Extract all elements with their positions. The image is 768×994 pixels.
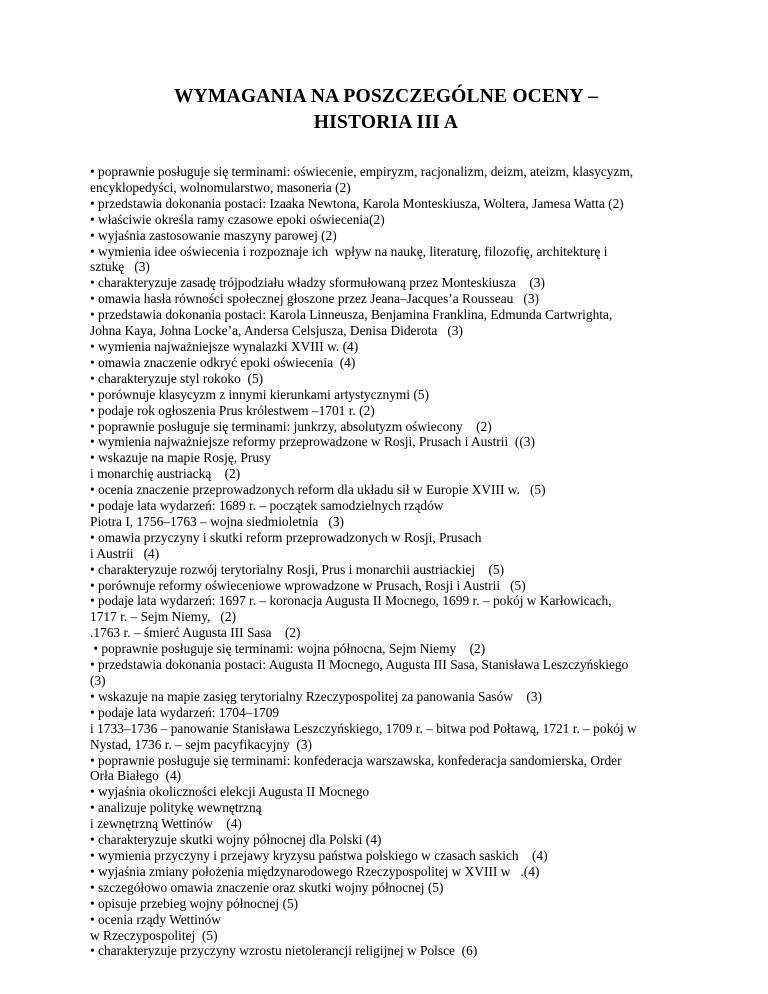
- document-line: • omawia znaczenie odkryć epoki oświecenia (4): [90, 354, 356, 370]
- document-line: • wyjaśnia okoliczności elekcji Augusta II Mocnego: [90, 784, 370, 800]
- document-line: Orła Białego (4): [90, 768, 182, 784]
- document-line: • charakteryzuje skutki wojny północnej dla Polski (4): [90, 832, 382, 848]
- document-line: • porównuje reformy oświeceniowe wprowadzone w Prusach, Rosji i Austrii (5): [90, 577, 526, 593]
- document-line: • opisuje przebieg wojny północnej (5): [90, 895, 299, 911]
- document-line: • przedstawia dokonania postaci: Augusta II Mocnego, Augusta III Sasa, Stanisława Leszczyńskiego: [90, 657, 629, 673]
- document-line: • przedstawia dokonania postaci: Karola Linneusza, Benjamina Franklina, Edmunda Cartwrighta,: [90, 307, 613, 323]
- document-line: • analizuje politykę wewnętrzną: [90, 800, 262, 816]
- document-line: encyklopedyści, wolnomularstwo, masoneria (2): [90, 179, 351, 195]
- document-line: • omawia hasła równości społecznej głoszone przez Jeana–Jacques’a Rousseau (3): [90, 291, 540, 307]
- document-line: • wymienia najważniejsze wynalazki XVIII w. (4): [90, 338, 359, 354]
- document-line: • podaje rok ogłoszenia Prus królestwem –1701 r. (2): [90, 402, 375, 418]
- document-line: 1717 r. – Sejm Niemy, (2): [90, 609, 237, 625]
- document-line: • charakteryzuje przyczyny wzrostu nietolerancji religijnej w Polsce (6): [90, 943, 478, 959]
- document-line: i 1733–1736 – panowanie Stanisława Leszczyńskiego, 1709 r. – bitwa pod Połtawą, 1721 r. – pokój w: [90, 720, 637, 736]
- document-line: Piotra I, 1756–1763 – wojna siedmioletnia (3): [90, 513, 345, 529]
- document-line: • porównuje klasycyzm z innymi kierunkami artystycznymi (5): [90, 386, 429, 402]
- document-line: sztukę (3): [90, 259, 150, 275]
- document-line: • omawia przyczyny i skutki reform przeprowadzonych w Rosji, Prusach: [90, 529, 482, 545]
- document-line: • właściwie określa ramy czasowe epoki oświecenia(2): [90, 211, 385, 227]
- title-line-2: HISTORIA III A: [313, 112, 459, 133]
- document-line: • podaje lata wydarzeń: 1689 r. – początek samodzielnych rządów: [90, 498, 444, 514]
- document-line: • poprawnie posługuje się terminami: oświecenie, empiryzm, racjonalizm, deizm, ateizm, klasycyzm,: [90, 164, 634, 179]
- document-body: [90, 164, 682, 959]
- document-line: • szczegółowo omawia znaczenie oraz skutki wojny północnej (5): [90, 879, 444, 895]
- document-line: • poprawnie posługuje się terminami: konfederacja warszawska, konfederacja sandomierska, Order: [90, 752, 622, 768]
- document-line: • podaje lata wydarzeń: 1704–1709: [90, 704, 280, 720]
- document-line: • ocenia znaczenie przeprowadzonych reform dla układu sił w Europie XVIII w. (5): [90, 482, 546, 498]
- document-line: Johna Kaya, Johna Locke’a, Andersa Celsjusza, Denisa Diderota (3): [90, 323, 463, 339]
- document-line: • charakteryzuje rozwój terytorialny Rosji, Prus i monarchii austriackiej (5): [90, 561, 505, 577]
- document-line: • wymienia przyczyny i przejawy kryzysu państwa polskiego w czasach saskich (4): [90, 847, 548, 863]
- document-line: • wymienia najważniejsze reformy przeprowadzone w Rosji, Prusach i Austrii ((3): [90, 434, 535, 450]
- document-line: i monarchię austriacką (2): [90, 466, 241, 482]
- document-line: • podaje lata wydarzeń: 1697 r. – koronacja Augusta II Mocnego, 1699 r. – pokój w Karłowicach,: [90, 593, 612, 609]
- document-line: i Austrii (4): [90, 545, 160, 561]
- document-line: • wymienia idee oświecenia i rozpoznaje ich wpływ na naukę, literaturę, filozofię, architekturę i: [90, 243, 608, 259]
- document-line: • charakteryzuje styl rokoko (5): [90, 370, 264, 386]
- document-line: • wyjaśnia zastosowanie maszyny parowej (2): [90, 227, 337, 243]
- title-line-1: WYMAGANIA NA POSZCZEGÓLNE OCENY –: [173, 86, 599, 107]
- document-line: Nystad, 1736 r. – sejm pacyfikacyjny (3): [90, 736, 313, 752]
- document-line: • wskazuje na mapie Rosję, Prusy: [90, 450, 271, 466]
- document-line: .1763 r. – śmierć Augusta III Sasa (2): [90, 625, 301, 641]
- document-line: w Rzeczypospolitej (5): [90, 927, 218, 943]
- document-line: i zewnętrzną Wettinów (4): [90, 816, 242, 832]
- document-line: • wyjaśnia zmiany położenia międzynarodowego Rzeczypospolitej w XVIII w .(4): [90, 863, 540, 879]
- document-line: • charakteryzuje zasadę trójpodziału władzy sformułowaną przez Monteskiusza (3): [90, 275, 545, 291]
- document-line: • poprawnie posługuje się terminami: wojna północna, Sejm Niemy (2): [90, 641, 486, 657]
- document-line: • wskazuje na mapie zasięg terytorialny Rzeczypospolitej za panowania Sasów (3): [90, 688, 542, 704]
- document-line: • poprawnie posługuje się terminami: junkrzy, absolutyzm oświecony (2): [90, 418, 492, 434]
- document-line: • przedstawia dokonania postaci: Izaaka Newtona, Karola Monteskiusza, Woltera, Jamesa Watta (2): [90, 195, 624, 211]
- document-line: • ocenia rządy Wettinów: [90, 911, 221, 927]
- document-line: (3): [90, 673, 106, 688]
- document-title: [90, 84, 682, 136]
